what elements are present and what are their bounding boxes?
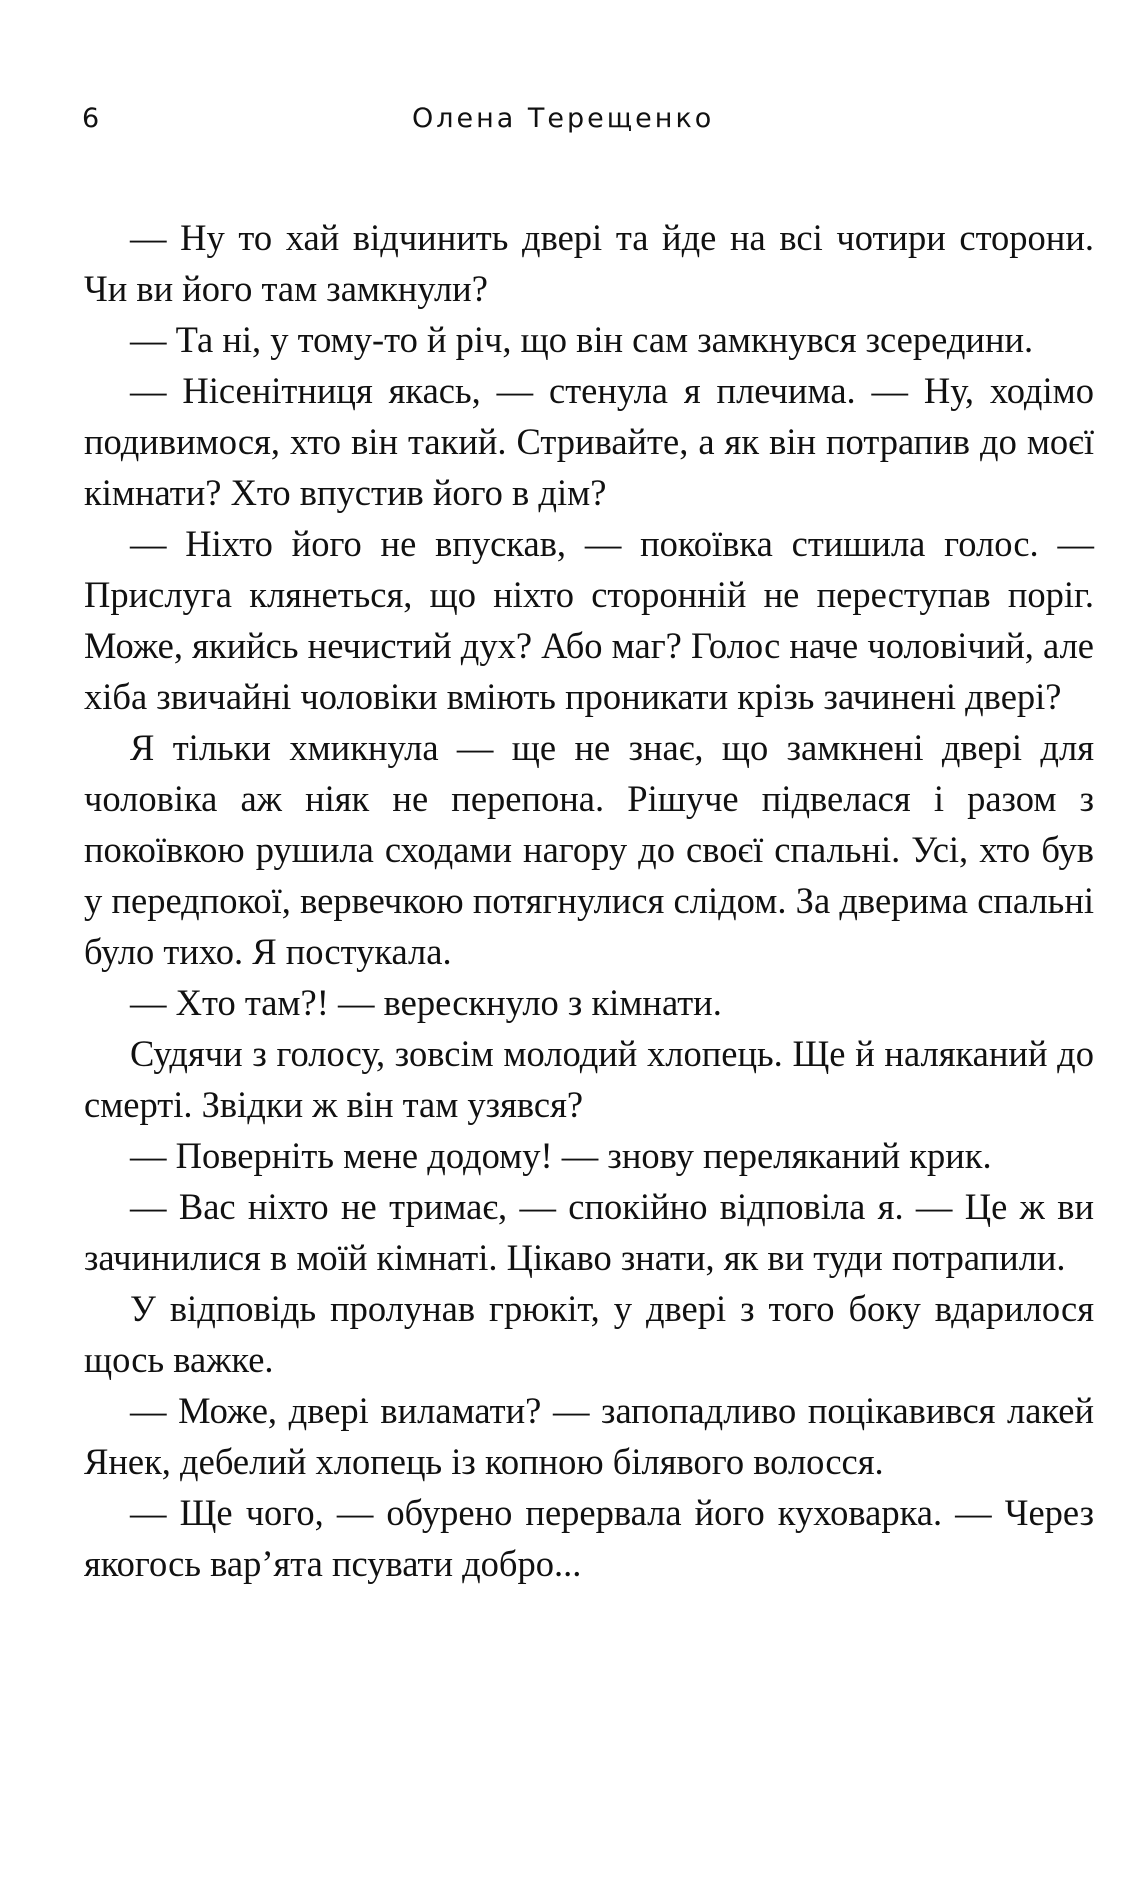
page-header bbox=[82, 103, 1082, 143]
paragraph: — Поверніть мене додому! — знову переляканий крик. bbox=[130, 1135, 992, 1176]
paragraph: У відповідь пролунав грюкіт, у двері з того боку вдарилося щось важке. bbox=[84, 1288, 1094, 1380]
paragraph: — Хто там?! — верескнуло з кімнати. bbox=[130, 982, 722, 1023]
paragraph: Я тільки хмикнула — ще не знає, що замкнені двері для чоловіка аж ніяк не перепона. Рішуче підвелася і разом з покоївкою рушила сходами нагору до своєї спальні. Усі, хто був у передпокої, вервечкою потягнулися слідом. За дверима спальні було тихо. Я постукала. bbox=[84, 727, 1094, 972]
body-text bbox=[84, 212, 1094, 1589]
paragraph: — Та ні, у тому-то й річ, що він сам замкнувся зсередини. bbox=[130, 319, 1034, 360]
paragraph: Судячи з голосу, зовсім молодий хлопець. Ще й наляканий до смерті. Звідки ж він там узявся? bbox=[84, 1033, 1094, 1125]
paragraph: — Нісенітниця якась, — стенула я плечима. — Ну, ходімо подивимося, хто він такий. Стривайте, а як він потрапив до моєї кімнати? Хто впустив його в дім? bbox=[84, 370, 1094, 513]
running-head-author: Олена Терещенко bbox=[412, 103, 715, 134]
paragraph: — Може, двері виламати? — запопадливо поцікавився лакей Янек, дебелий хлопець із копною білявого волосся. bbox=[84, 1390, 1094, 1482]
paragraph: — Вас ніхто не тримає, — спокійно відповіла я. — Це ж ви зачинилися в моїй кімнаті. Цікаво знати, як ви туди потрапили. bbox=[84, 1186, 1094, 1278]
paragraph: — Ну то хай відчинить двері та йде на всі чотири сторони. Чи ви його там замкнули? bbox=[84, 217, 1094, 309]
page-number: 6 bbox=[82, 103, 103, 134]
paragraph: — Ще чого, — обурено перервала його куховарка. — Через якогось вар’ята псувати добро... bbox=[84, 1492, 1094, 1584]
paragraph: — Ніхто його не впускав, — покоївка стишила голос. — Прислуга клянеться, що ніхто сторонній не переступав поріг. Може, якийсь нечистий дух? Або маг? Голос наче чоловічий, але хіба звичайні чоловіки вміють проникати крізь зачинені двері? bbox=[84, 523, 1094, 717]
